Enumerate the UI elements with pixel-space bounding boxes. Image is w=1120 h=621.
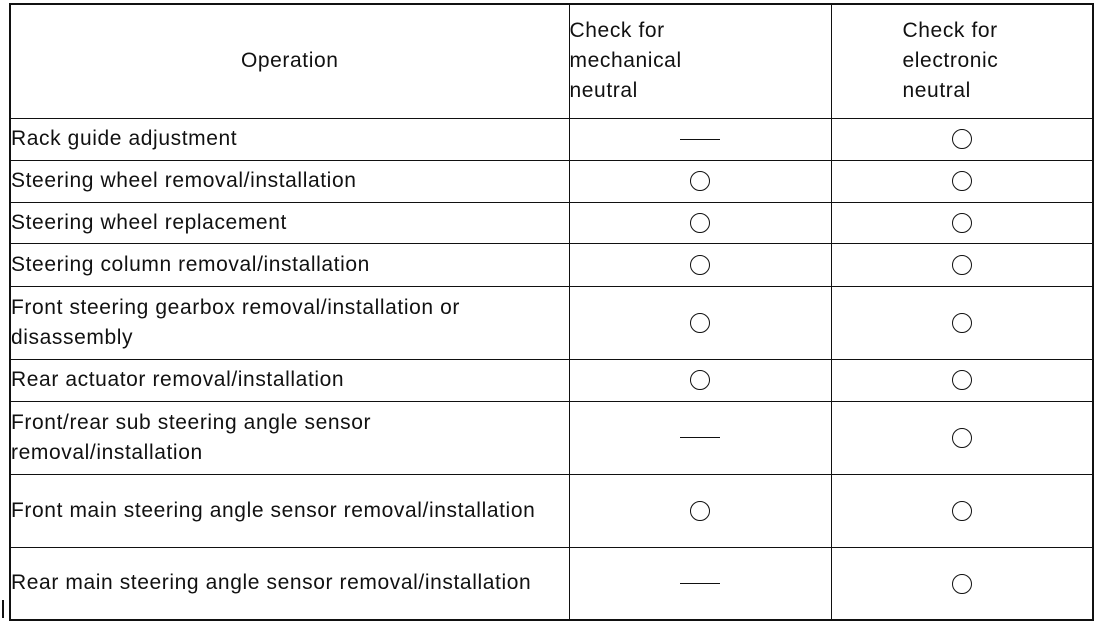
table-row (10, 286, 1093, 359)
mechanical-mark-cell (569, 202, 831, 243)
circle-mark-icon (952, 213, 972, 233)
electronic-mark-cell (831, 401, 1093, 474)
header-row (10, 4, 1093, 118)
header-operation: Operation (10, 4, 569, 118)
electronic-mark-cell (831, 202, 1093, 243)
dash-mark-icon (680, 139, 720, 140)
operation-cell: Steering column removal/installation (10, 243, 569, 286)
table-row (10, 401, 1093, 474)
electronic-mark-cell (831, 286, 1093, 359)
header-electronic-line: electronic (902, 49, 999, 73)
table-row (10, 118, 1093, 160)
header-mechanical-line: mechanical (569, 49, 682, 73)
header-electronic-line: neutral (902, 79, 971, 103)
circle-mark-icon (952, 255, 972, 275)
table-row (10, 202, 1093, 243)
operation-cell: Front main steering angle sensor removal/installation (10, 474, 569, 547)
dash-mark-icon (680, 583, 720, 584)
header-electronic-neutral (831, 4, 1093, 118)
table-row (10, 243, 1093, 286)
header-mechanical-line: Check for (569, 19, 665, 43)
circle-mark-icon (690, 171, 710, 191)
margin-mark (2, 600, 4, 618)
circle-mark-icon (952, 370, 972, 390)
circle-mark-icon (690, 213, 710, 233)
operation-cell: Front/rear sub steering angle sensor removal/installation (10, 401, 569, 474)
mechanical-mark-cell (569, 359, 831, 401)
circle-mark-icon (690, 255, 710, 275)
operation-cell: Rear actuator removal/installation (10, 359, 569, 401)
header-mechanical-neutral (569, 4, 831, 118)
mechanical-mark-cell (569, 243, 831, 286)
electronic-mark-cell (831, 474, 1093, 547)
circle-mark-icon (952, 129, 972, 149)
table-row (10, 160, 1093, 202)
header-mechanical-line: neutral (569, 79, 638, 103)
circle-mark-icon (690, 501, 710, 521)
table-row (10, 474, 1093, 547)
operation-cell: Rear main steering angle sensor removal/installation (10, 547, 569, 620)
header-electronic-line: Check for (902, 19, 998, 43)
mechanical-mark-cell (569, 118, 831, 160)
electronic-mark-cell (831, 359, 1093, 401)
circle-mark-icon (952, 171, 972, 191)
electronic-mark-cell (831, 243, 1093, 286)
operation-cell: Rack guide adjustment (10, 118, 569, 160)
circle-mark-icon (952, 501, 972, 521)
electronic-mark-cell (831, 160, 1093, 202)
mechanical-mark-cell (569, 160, 831, 202)
operation-cell: Steering wheel replacement (10, 202, 569, 243)
operation-cell: Front steering gearbox removal/installation or disassembly (10, 286, 569, 359)
circle-mark-icon (690, 370, 710, 390)
circle-mark-icon (690, 313, 710, 333)
circle-mark-icon (952, 428, 972, 448)
circle-mark-icon (952, 574, 972, 594)
table-row (10, 547, 1093, 620)
table-row (10, 359, 1093, 401)
mechanical-mark-cell (569, 286, 831, 359)
operation-cell: Steering wheel removal/installation (10, 160, 569, 202)
circle-mark-icon (952, 313, 972, 333)
electronic-mark-cell (831, 118, 1093, 160)
neutral-check-table (9, 3, 1094, 621)
electronic-mark-cell (831, 547, 1093, 620)
mechanical-mark-cell (569, 547, 831, 620)
dash-mark-icon (680, 437, 720, 438)
mechanical-mark-cell (569, 474, 831, 547)
mechanical-mark-cell (569, 401, 831, 474)
